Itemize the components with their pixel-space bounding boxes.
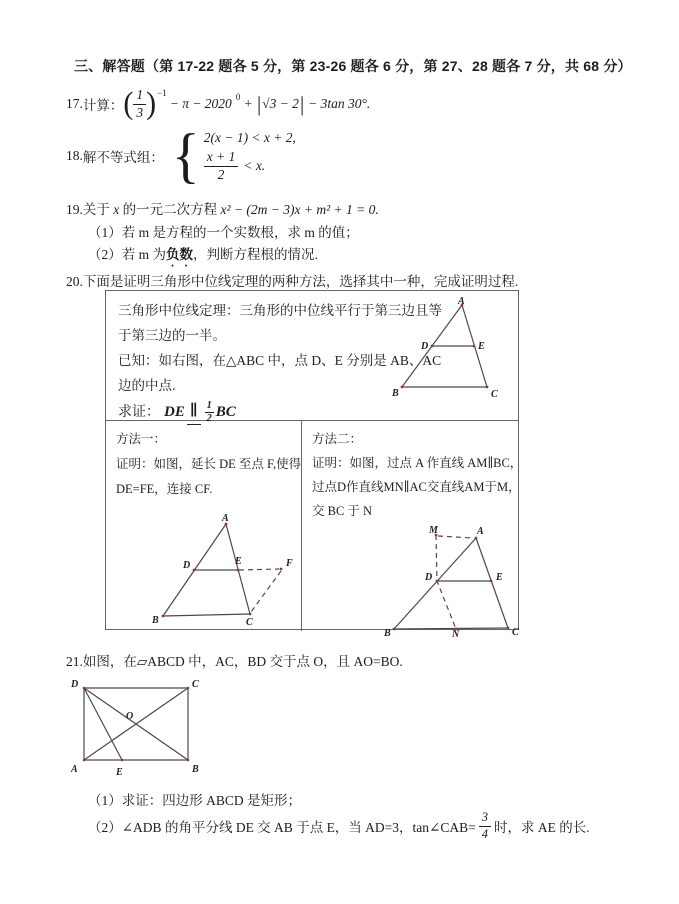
label-d: D <box>425 572 433 583</box>
segment-ab <box>394 538 476 629</box>
vertex-dot-e <box>237 569 240 572</box>
q17-term2-sup: 0 <box>235 92 241 102</box>
q18-brace: { <box>171 121 200 190</box>
q20-theorem-line2: 于第三边的一半。 <box>118 328 226 343</box>
q20-prove-bc: BC <box>215 403 236 420</box>
label-a: A <box>222 513 229 524</box>
vertex-dot-c <box>486 386 489 389</box>
q17-label: 计算： <box>82 98 124 113</box>
q20-method2-line2: 过点D作直线MN∥AC交直线AM于M， <box>312 480 521 494</box>
q21-number: 21. <box>66 654 83 669</box>
q20-prove-frac-num: 1 <box>206 399 212 411</box>
vertex-dot-e <box>473 345 476 348</box>
q20-given-line2: 边的中点. <box>118 378 176 393</box>
q17-abs-bar-right: | <box>299 91 305 116</box>
q21-part2-fraction <box>479 811 491 840</box>
label-b: B <box>384 628 391 637</box>
vertex-dot-c <box>187 687 190 690</box>
segment-de <box>84 688 122 760</box>
q19-intro-post: 的一元二次方程 <box>119 202 221 217</box>
q18-ineq2-num: x + 1 <box>204 150 239 166</box>
q19-part2 <box>88 243 318 270</box>
q20-method2-line3: 交 BC 于 N <box>312 504 373 518</box>
label-d: D <box>421 341 429 352</box>
dashed-ma <box>438 536 473 538</box>
vertex-dot-e <box>121 759 124 762</box>
q17-exponent: −1 <box>157 88 167 98</box>
segment-ac <box>476 538 508 628</box>
label-b: B <box>392 388 399 399</box>
label-c: C <box>512 627 519 637</box>
vertex-dot-b <box>162 615 165 618</box>
q20-method2-cell <box>302 421 523 637</box>
q17-abs-content: √3 − 2 <box>262 96 299 111</box>
q19-equation: x² − (2m − 3)x + m² + 1 = 0. <box>220 202 379 217</box>
q18-ineq2-fraction <box>204 150 239 181</box>
label-m: M <box>429 525 438 536</box>
label-c: C <box>246 617 253 628</box>
q20-prove-math <box>164 399 236 425</box>
label-b: B <box>152 615 159 626</box>
section-title: 三、解答题（第 17-22 题各 5 分，第 23-26 题各 6 分，第 27、28 题各 7 分，共 68 分） <box>74 58 632 74</box>
vertex-dot-d <box>436 580 439 583</box>
q19-part2-emphasis: 负数 <box>166 247 194 262</box>
q17-fraction <box>133 88 146 119</box>
q20-theorem-text <box>118 298 442 425</box>
q19-part2-pre: （2）若 m 为 <box>88 247 167 262</box>
question-18 <box>66 121 296 191</box>
q18-inequality-1: 2(x − 1) < x + 2, <box>203 130 296 146</box>
question-21-intro <box>66 650 403 670</box>
label-o: O <box>126 711 134 722</box>
q19-number: 19. <box>66 202 83 217</box>
q20-theorem-triangle-diagram <box>392 297 510 401</box>
q20-method1-title: 方法一： <box>116 432 167 446</box>
dashed-fc <box>251 571 281 612</box>
q17-abs-bar-left: | <box>256 91 262 116</box>
label-e: E <box>116 767 123 778</box>
label-e: E <box>496 572 503 583</box>
vertex-dot-b <box>187 759 190 762</box>
q20-number: 20. <box>66 274 83 289</box>
q20-method2-title: 方法二： <box>312 432 363 446</box>
vertex-dot-b <box>393 628 396 631</box>
q18-system <box>204 130 296 181</box>
q20-method1-diagram <box>138 512 310 632</box>
q21-part2-post: 时，求 AE 的长. <box>493 820 590 835</box>
segment-bc <box>163 614 250 616</box>
q20-method2-line1: 证明：如图，过点 A 作直线 AM∥BC， <box>312 456 523 470</box>
q17-left-paren: ( <box>123 86 134 121</box>
q20-intro-text: 下面是证明三角形中位线定理的两种方法，选择其中一种，完成证明过程. <box>82 274 519 289</box>
q17-tail: − 3tan 30°. <box>308 96 371 111</box>
label-n: N <box>452 629 460 637</box>
dashed-ef <box>239 569 279 570</box>
label-d: D <box>183 560 191 571</box>
dashed-mn <box>436 535 456 629</box>
q20-proof-box <box>105 290 523 637</box>
q20-methods-row <box>106 420 523 637</box>
label-b: B <box>192 764 199 775</box>
label-a: A <box>71 764 78 775</box>
label-c: C <box>192 679 199 690</box>
vertex-dot-d <box>193 569 196 572</box>
q17-term2: − π − 2020 <box>169 96 232 111</box>
label-a: A <box>458 297 465 307</box>
label-e: E <box>235 556 242 567</box>
q20-theorem-cell <box>106 291 518 424</box>
q18-label: 解不等式组： <box>82 150 164 165</box>
q19-var: x <box>113 202 120 217</box>
q20-method1-line1: 证明：如图，延长 DE 至点 F,使得 <box>116 457 302 471</box>
label-d: D <box>71 679 79 690</box>
q21-intro-text: 如图，在▱ABCD 中，AC，BD 交于点 O，且 AO=BO. <box>82 654 403 669</box>
label-c: C <box>491 389 498 400</box>
vertex-dot-b <box>401 386 404 389</box>
q18-ineq2-den: 2 <box>217 166 225 182</box>
q21-part2 <box>88 808 590 844</box>
question-20-intro <box>66 270 518 290</box>
label-e: E <box>478 341 485 352</box>
q20-given-line1: 已知：如右图，在△ABC 中，点 D、E 分别是 AB、AC <box>118 353 442 368</box>
vertex-dot-e <box>490 580 493 583</box>
vertex-dot-f <box>280 568 283 571</box>
q19-intro-pre: 关于 <box>82 202 114 217</box>
vertex-dot-d <box>431 345 434 348</box>
vertex-dot-c <box>507 627 510 630</box>
q19-part1: （1）若 m 是方程的一个实数根，求 m 的值； <box>88 225 359 240</box>
label-a: A <box>477 526 484 537</box>
q20-prove-label: 求证： <box>118 404 160 420</box>
vertex-dot-a <box>475 537 478 540</box>
q17-number: 17. <box>66 96 83 111</box>
q20-prove-de: DE <box>164 403 185 420</box>
question-19 <box>66 198 379 218</box>
q20-prove-frac-den: 2 <box>206 412 212 424</box>
q21-rectangle-diagram <box>62 676 212 780</box>
question-17 <box>66 85 370 123</box>
q17-plus: + <box>244 96 252 111</box>
q18-ineq2-rhs: < x. <box>243 158 266 173</box>
label-f: F <box>286 558 293 569</box>
q18-number: 18. <box>66 148 83 163</box>
q20-prove-fraction <box>205 401 214 424</box>
q19-part2-post: ，判断方程根的情况. <box>193 247 318 262</box>
q21-part2-pre: （2）∠ADB 的角平分线 DE 交 AB 于点 E，当 AD=3，tan∠CAB= <box>88 820 476 835</box>
q17-frac-den: 3 <box>136 104 144 120</box>
q18-inequality-2 <box>204 150 296 181</box>
q20-method2-diagram <box>356 523 536 637</box>
q17-frac-num: 1 <box>133 88 146 104</box>
segment-bc <box>394 628 508 629</box>
q21-part1: （1）求证：四边形 ABCD 是矩形； <box>88 793 302 808</box>
vertex-dot-c <box>249 613 252 616</box>
q20-parallel-equal-sign: ∥ <box>187 399 201 425</box>
q20-theorem-line1: 三角形中位线定理：三角形的中位线平行于第三边且等 <box>118 303 442 318</box>
q20-method1-line2: DE=FE，连接 CF. <box>116 482 213 496</box>
q21-part2-frac-den: 4 <box>481 826 488 841</box>
q20-method1-cell <box>106 421 302 631</box>
vertex-dot-d <box>83 687 86 690</box>
q17-right-paren: ) <box>146 86 157 121</box>
q21-part2-frac-num: 3 <box>479 811 491 826</box>
q20-prove-line <box>118 399 410 425</box>
vertex-dot-a <box>83 759 86 762</box>
